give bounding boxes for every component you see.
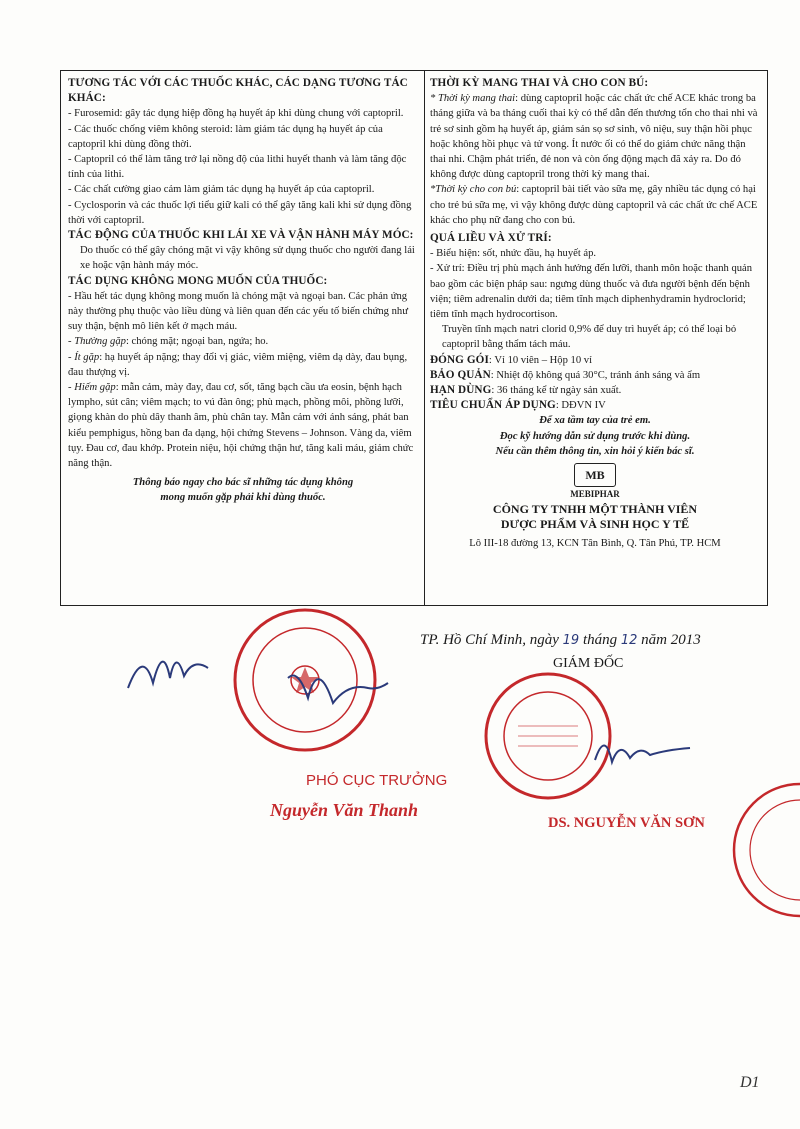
adverse-intro: - Hầu hết tác dụng không mong muốn là chóng mặt và ngoại ban. Các phản ứng này thường phụ thuộc vào liều dùng và liên quan đến các yếu tố biến chứng như suy thận, bệnh mô liên kết ở mạch máu. [68,290,408,333]
expiry-line [430,383,760,398]
overdose-signs: - Biểu hiện: sốt, nhức đầu, hạ huyết áp. [430,248,597,260]
date-day: 19 [562,633,580,648]
driving-text: Do thuốc có thể gây chóng mặt vì vậy không sử dụng thuốc cho người đang lái xe hoặc vận hành máy móc. [80,245,415,272]
uncommon-label: Ít gặp [74,351,100,363]
standard-label: TIÊU CHUẨN ÁP DỤNG [430,399,556,412]
deputy-title: PHÓ CỤC TRƯỞNG [306,772,448,789]
warning-children: Để xa tầm tay của trẻ em. [539,415,651,427]
pregnancy-label: * Thời kỳ mang thai [430,93,516,105]
standard-text: : DĐVN IV [555,400,606,412]
interaction-item: - Captopril có thể làm tăng trở lại nồng độ của lithi huyết thanh và làm tăng độc tính của lithi. [68,154,407,181]
warning-read: Đọc kỹ hướng dẫn sử dụng trước khi dùng. [499,430,691,442]
packing-text: : Vỉ 10 viên – Hộp 10 vỉ [488,354,593,366]
common-label: Thường gặp [74,336,126,348]
date-line [420,632,701,649]
column-divider [424,70,425,606]
director-signature [590,720,700,780]
packing-label: ĐÓNG GÓI [430,353,489,366]
notice-line-2: mong muốn gặp phải khi dùng thuốc. [160,492,326,504]
expiry-label: HẠN DÙNG [430,384,492,397]
lactation-label: *Thời kỳ cho con bú [430,184,517,196]
date-year: năm 2013 [641,632,701,648]
packing-line [430,353,760,368]
notice-line-1: Thông báo ngay cho bác sĩ những tác dụng không [132,477,354,489]
adverse-title: TÁC DỤNG KHÔNG MONG MUỐN CỦA THUỐC: [68,274,328,287]
director-title: GIÁM ĐỐC [553,656,624,671]
overdose-infusion: Truyền tĩnh mạch natri clorid 0,9% để duy trì huyết áp; có thể loại bỏ captopril bằng thẩm tách máu. [442,324,737,351]
interaction-item: - Cyclosporin và các thuốc lợi tiểu giữ kali có thể gây tăng kali khi sử dụng đồng thời với captopril. [68,199,412,226]
company-name-2: DƯỢC PHẨM VÀ SINH HỌC Y TẾ [500,517,690,532]
overdose-title: QUÁ LIỀU VÀ XỬ TRÍ: [430,232,552,245]
storage-label: BẢO QUẢN [430,368,491,381]
warning-ask: Nếu cần thêm thông tin, xin hỏi ý kiến bác sĩ. [495,445,695,457]
interaction-item: - Các chất cường giao cảm làm giảm tác dụng hạ huyết áp của captopril. [68,184,375,196]
common-text: : chóng mặt; ngoại ban, ngứa; ho. [125,336,269,348]
driving-title: TÁC ĐỘNG CỦA THUỐC KHI LÁI XE VÀ VẬN HÀNH MÁY MÓC: [68,229,414,242]
lactation-text: : captopril bài tiết vào sữa mẹ, gây nhiều tác dụng có hại cho trẻ bú sữa mẹ, vì vậy không được dùng captopril và các chất ức chế ACE khác cho phụ nữ đang cho con bú. [430,184,758,226]
pregnancy-paragraph [430,91,760,182]
storage-line [430,368,760,383]
interaction-item: - Furosemid: gây tác dụng hiệp đồng hạ huyết áp khi dùng chung với captopril. [68,108,404,120]
adverse-uncommon: - Ít gặp: hạ huyết áp nặng; thay đổi vị giác, viêm miệng, viêm dạ dày, đau bụng, đau thượng vị. [68,351,408,378]
mebiphar-logo: MB [574,463,616,487]
deputy-name: Nguyễn Văn Thanh [270,800,419,820]
adverse-rare: - Hiếm gặp: mẫn cảm, mày đay, đau cơ, sốt, tăng bạch cầu ưa eosin, bệnh hạch lympho, sút cân; viêm mạch; to vú đàn ông; phù mạch, phồng môi, phồng lưỡi, giọng khàn do phù dây thanh âm, phù chân tay. Mẫn cảm với ánh sáng, phát ban kiểu pemphigus, hồng ban đa dạng, hội chứng Stevens – Johnson. Vàng da, viêm tụy. Đau cơ, đau khớp. Protein niệu, hội chứng thận hư, tăng kali máu, giảm chức năng thận. [68,382,414,470]
interaction-item: - Các thuốc chống viêm không steroid: làm giảm tác dụng hạ huyết áp của captopril khi dùng đồng thời. [68,123,383,150]
company-name-1: CÔNG TY TNHH MỘT THÀNH VIÊN [492,502,698,517]
date-prefix: TP. Hồ Chí Minh, ngày [420,632,559,648]
uncommon-text: : hạ huyết áp nặng; thay đổi vị giác, viêm miệng, viêm dạ dày, đau bụng, đau thượng vị. [68,351,408,378]
page-mark: D1 [740,1074,760,1091]
adverse-common: - Thường gặp: chóng mặt; ngoại ban, ngứa; ho. [68,336,269,348]
left-column [68,76,418,506]
ds-name: DS. NGUYỄN VĂN SƠN [548,815,705,831]
interactions-title: TƯƠNG TÁC VỚI CÁC THUỐC KHÁC, CÁC DẠNG TƯƠNG TÁC KHÁC: [68,77,408,105]
pregnancy-text: : dùng captopril hoặc các chất ức chế ACE khác trong ba tháng giữa và ba tháng cuối thai kỳ có thể dẫn đến thương tổn cho thai nhi và trẻ sơ sinh gồm hạ huyết áp, giảm sản sọ sơ sinh, vô niệu, suy thận hồi phục hoặc không hồi phục và tử vong. Ít nước ối có thể do giảm chức năng thận thai nhi. Chậm phát triển, đẻ non và còn ống động mạch đã xảy ra. Do đó không được dùng captopril trong thời kỳ mang thai. [430,93,758,181]
pregnancy-title: THỜI KỲ MANG THAI VÀ CHO CON BÚ: [430,77,649,89]
deputy-signature [118,628,418,728]
expiry-text: : 36 tháng kể từ ngày sản xuất. [491,385,622,397]
storage-text: : Nhiệt độ không quá 30°C, tránh ánh sáng và ẩm [490,369,701,381]
right-column [430,76,760,551]
date-month-word: tháng [582,632,618,648]
rare-text: : mẫn cảm, mày đay, đau cơ, sốt, tăng bạch cầu ưa eosin, bệnh hạch lympho, sút cân; viêm mạch; to vú đàn ông; phù mạch, phồng môi, phồng lưỡi, giọng khàn do phù dây thanh âm, phù chân tay. Mẫn cảm với ánh sáng, phát ban kiểu pemphigus, hồng ban đa dạng, hội chứng Stevens – Johnson. Vàng da, viêm tụy. Đau cơ, đau khớp. Protein niệu, hội chứng thận hư, tăng kali máu, giảm chức năng thận. [68,382,414,470]
company-address: Lô III-18 đường 13, KCN Tân Bình, Q. Tân Phú, TP. HCM [469,537,721,549]
edge-stamp [690,780,800,920]
standard-line [430,398,760,413]
overdose-treatment: - Xử trí: Điều trị phù mạch ảnh hưởng đến lưỡi, thanh môn hoặc thanh quản bao gồm các biện pháp sau: ngưng dùng thuốc và đưa người bệnh đến bệnh viện; tiêm adrenalin dưới da; tiêm tĩnh mạch diphenhydramin hydroclorid; tiêm tĩnh mạch hydrocortison. [430,263,753,321]
date-month: 12 [620,633,638,648]
lactation-paragraph [430,182,760,228]
brand-name: MEBIPHAR [570,489,620,500]
warnings [430,413,760,459]
rare-label: Hiếm gặp [74,382,116,394]
